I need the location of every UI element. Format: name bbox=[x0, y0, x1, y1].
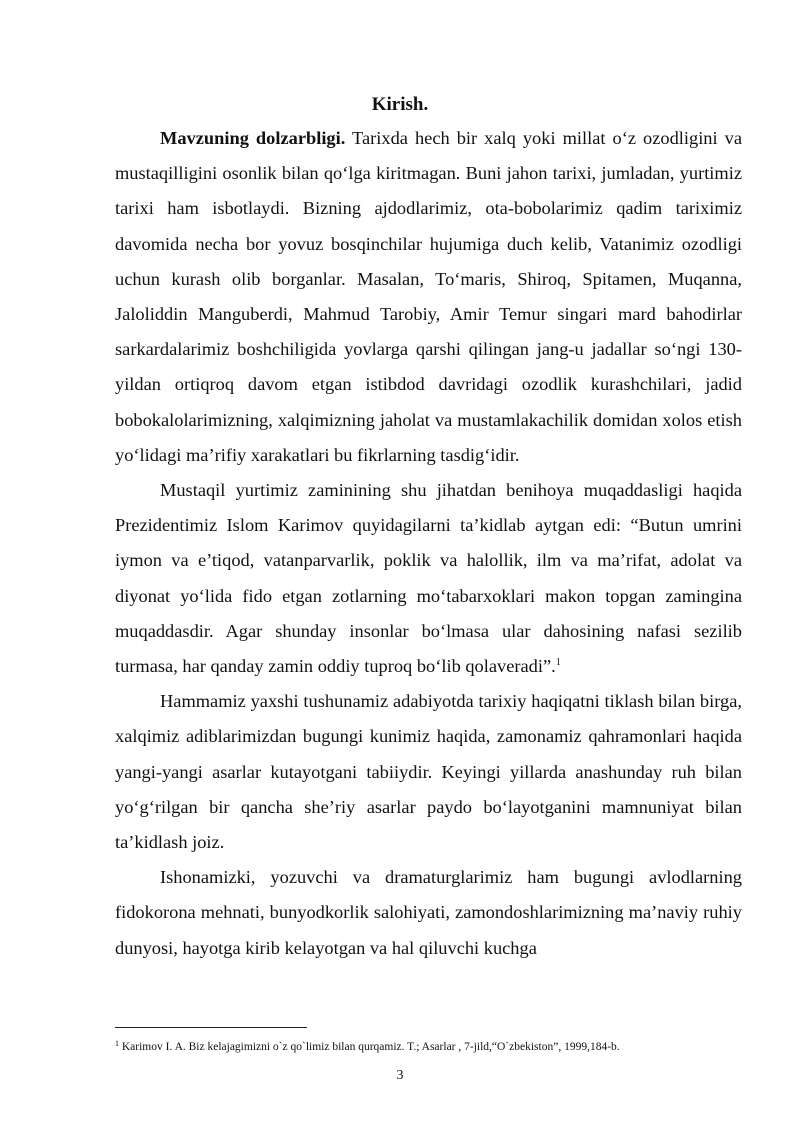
section-heading: Kirish. bbox=[371, 94, 429, 115]
footnote-separator bbox=[115, 1027, 307, 1028]
paragraph-literature bbox=[115, 684, 742, 860]
paragraph-relevance bbox=[115, 121, 742, 473]
footnote-reference[interactable]: 1 bbox=[555, 657, 561, 669]
paragraph-lead: Mavzuning dolzarbligi. bbox=[160, 128, 346, 148]
paragraph-text: Tarixda hech bir xalq yoki millat o‘z ozodligini va mustaqilligini osonlik bilan qo‘lga kiritmagan. Buni jahon tarixi, jumladan, yurtimiz tarixi ham isbotlaydi. Bizning ajdodlarimiz, ota-bobolarimiz qadim tariximiz davomida necha bor yovuz bosqinchilar hujumiga duch kelib, Vatanimiz ozodligi uchun kurash olib borganlar. Masalan, To‘maris, Shiroq, Spitamen, Muqanna, Jaloliddin Manguberdi, Mahmud Tarobiy, Amir Temur singari mard bahodirlar sarkardalarimiz boshchiligida yovlarga qarshi qilingan jang-u jadallar so‘ngi 130-yildan ortiqroq davom etgan istibdod davridagi ozodlik kurashchilari, jadid bobokalolarimizning, xalqimizning jaholat va mustamlakachilik domidan xolos etish yo‘lidagi ma’rifiy xarakatlari bu fikrlarning tasdig‘idir. bbox=[115, 128, 742, 465]
paragraph-text: Mustaqil yurtimiz zaminining shu jihatdan benihoya muqaddasligi haqida Prezidentimiz Islom Karimov quyidagilarni ta’kidlab aytgan edi: “Butun umrini iymon va e’tiqod, vatanparvarlik, poklik va halollik, ilm va ma’rifat, adolat va diyonat yo‘lida fido etgan zotlarning mo‘tabarxoklari makon topgan zamingina muqaddasdir. Agar shunday insonlar bo‘lmasa ular dahosining nafasi sezilib turmasa, har qanday zamin oddiy tuproq bo‘lib qolaveradi”. bbox=[115, 480, 742, 677]
paragraph-quote bbox=[115, 473, 742, 684]
footnote bbox=[115, 1040, 755, 1054]
paragraph-text: Hammamiz yaxshi tushunamiz adabiyotda tarixiy haqiqatni tiklash bilan birga, xalqimiz adiblarimizdan bugungi kunimiz haqida, zamonamiz qahramonlari haqida yangi-yangi asarlar kutayotgani tabiiydir. Keyingi yillarda anashunday ruh bilan yo‘g‘rilgan bir qancha she’riy asarlar paydo bo‘layotganini mamnuniyat bilan ta’kidlash joiz. bbox=[115, 691, 742, 853]
page-number: 3 bbox=[396, 1068, 404, 1083]
body-text bbox=[115, 121, 742, 966]
paragraph-writers bbox=[115, 860, 742, 966]
footnote-number: 1 bbox=[115, 1039, 119, 1048]
footnote-text: Karimov I. A. Biz kelajagimizni o`z qo`limiz bilan qurqamiz. T.; Asarlar , 7-jild,“O`zbekiston”, 1999,184-b. bbox=[119, 1041, 620, 1053]
paragraph-text: Ishonamizki, yozuvchi va dramaturglarimiz ham bugungi avlodlarning fidokorona mehnati, bunyodkorlik salohiyati, zamondoshlarimizning ma’naviy ruhiy dunyosi, hayotga kirib kelayotgan va hal qiluvchi kuchga bbox=[115, 867, 742, 958]
